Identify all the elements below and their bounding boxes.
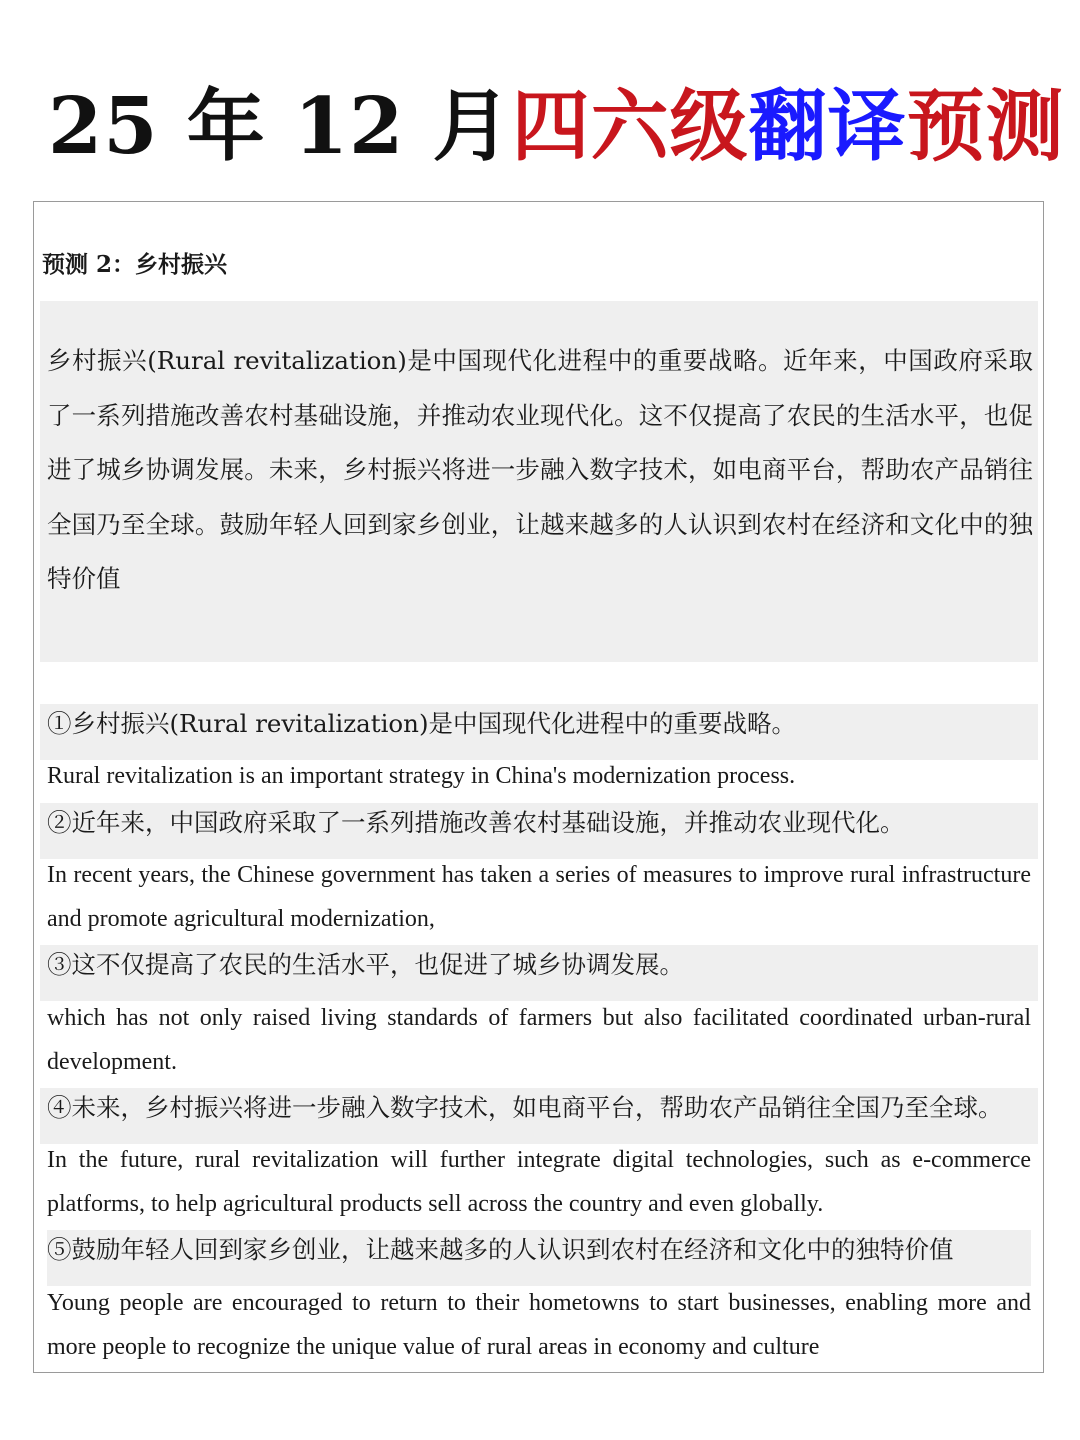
sentence-1-en: Rural revitalization is an important strategy in China's modernization process. [47,763,796,789]
sentence-4-en: In the future, rural revitalization will further integrate digital technologies, such as e-commerce platforms, to help agricultural products sell across the country and even globally. [47,1147,1031,1217]
sentence-1-zh: ①乡村振兴(Rural revitalization)是中国现代化进程中的重要战略。 [40,704,1038,760]
sentence-2-en: In recent years, the Chinese government has taken a series of measures to improve rural infrastructure and promote agricultural modernization, [47,862,1031,932]
page-title [48,70,1065,172]
section-title: 预测 2：乡村振兴 [42,251,228,278]
title-translation: 翻译 [748,81,907,172]
sentence-2-zh: ②近年来，中国政府采取了一系列措施改善农村基础设施，并推动农业现代化。 [40,803,1038,859]
sentence-5-en: Young people are encouraged to return to their hometowns to start businesses, enabling more and more people to recognize the unique value of rural areas in economy and culture [47,1290,1031,1360]
sentence-5-zh: ⑤鼓励年轻人回到家乡创业，让越来越多的人认识到农村在经济和文化中的独特价值 [47,1230,1031,1286]
sentence-3-en: which has not only raised living standards of farmers but also facilitated coordinated urban-rural development. [47,1005,1031,1075]
sentence-4-zh: ④未来，乡村振兴将进一步融入数字技术，如电商平台，帮助农产品销往全国乃至全球。 [40,1088,1038,1144]
source-paragraph: 乡村振兴(Rural revitalization)是中国现代化进程中的重要战略。近年来，中国政府采取了一系列措施改善农村基础设施，并推动农业现代化。这不仅提高了农民的生活水平，也促进了城乡协调发展。未来，乡村振兴将进一步融入数字技术，如电商平台，帮助农产品销往全国乃至全球。鼓励年轻人回到家乡创业，让越来越多的人认识到农村在经济和文化中的独特价值 [47,346,1033,593]
title-exam: 四六级 [511,81,749,172]
title-date: 25 年 12 月 [48,81,512,172]
sentence-3-zh: ③这不仅提高了农民的生活水平，也促进了城乡协调发展。 [40,945,1038,1001]
title-prediction: 预测 [906,81,1065,172]
